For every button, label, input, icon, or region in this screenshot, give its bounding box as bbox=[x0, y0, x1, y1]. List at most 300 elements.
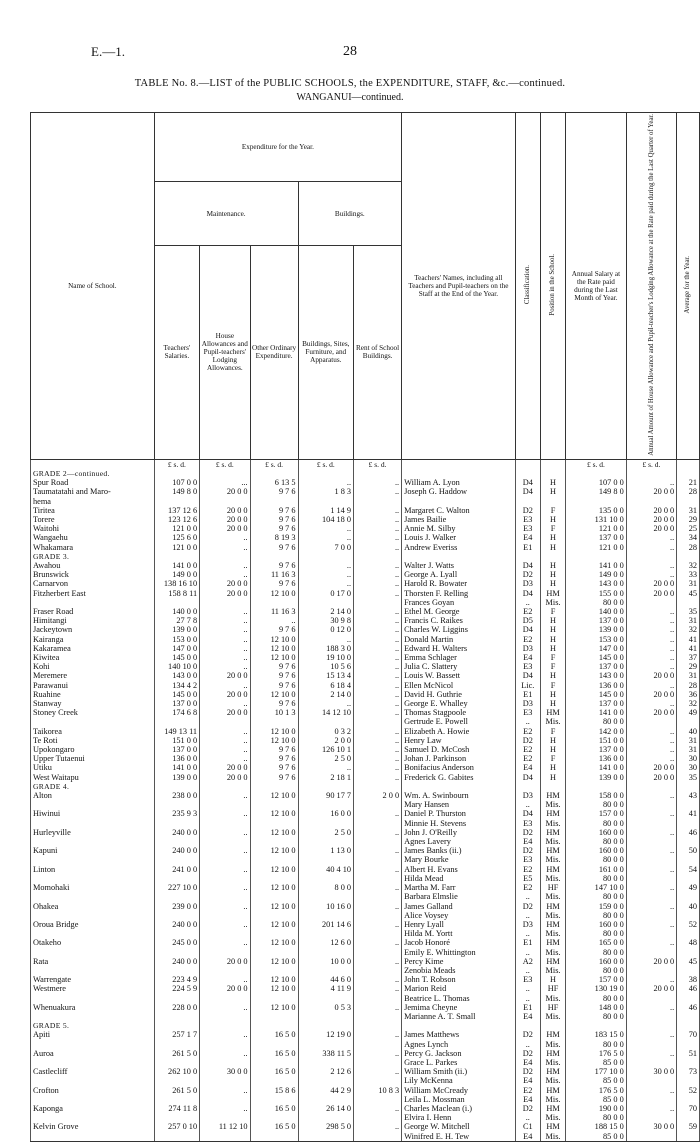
average-attendance: 35 bbox=[677, 773, 700, 782]
school-row bbox=[31, 773, 700, 782]
teacher-name: Minnie H. Stevens bbox=[402, 819, 516, 828]
teacher-continuation-row bbox=[31, 717, 700, 726]
annual-salary: 160 0 0 bbox=[566, 920, 627, 929]
other-expenditure bbox=[250, 874, 298, 883]
house-allowances: .. bbox=[200, 809, 250, 818]
annual-allowance bbox=[626, 1113, 676, 1122]
annual-allowance: 20 0 0 bbox=[626, 763, 676, 772]
school-row bbox=[31, 561, 700, 570]
position: Mis. bbox=[540, 855, 565, 864]
position: HM bbox=[540, 1122, 565, 1131]
position: F bbox=[540, 653, 565, 662]
annual-salary: 137 0 0 bbox=[566, 533, 627, 542]
house-allowances bbox=[200, 1040, 250, 1049]
other-expenditure: 12 10 0 bbox=[250, 828, 298, 837]
other-expenditure: 12 10 0 bbox=[250, 1003, 298, 1012]
annual-salary: 143 0 0 bbox=[566, 579, 627, 588]
teacher-name: Leila L. Mossman bbox=[402, 1095, 516, 1104]
annual-salary: 85 0 0 bbox=[566, 1132, 627, 1142]
teacher-name: John T. Robson bbox=[402, 975, 516, 984]
teacher-name: Francis C. Raikes bbox=[402, 616, 516, 625]
teachers-salaries bbox=[154, 1058, 199, 1067]
house-allowances: 20 0 0 bbox=[200, 690, 250, 699]
buildings-expenditure bbox=[298, 1095, 354, 1104]
annual-salary: 121 0 0 bbox=[566, 543, 627, 552]
annual-salary: 80 0 0 bbox=[566, 994, 627, 1003]
annual-allowance: .. bbox=[626, 920, 676, 929]
average-attendance bbox=[677, 1058, 700, 1067]
rent: .. bbox=[354, 690, 402, 699]
annual-allowance bbox=[626, 819, 676, 828]
school-name: West Waitapu bbox=[31, 773, 155, 782]
classification: E4 bbox=[515, 1076, 540, 1085]
annual-salary: 137 0 0 bbox=[566, 616, 627, 625]
annual-allowance bbox=[626, 598, 676, 607]
rent: .. bbox=[354, 681, 402, 690]
buildings-expenditure: 10 16 0 bbox=[298, 902, 354, 911]
teacher-name: Mary Hansen bbox=[402, 800, 516, 809]
teachers-salaries: 121 0 0 bbox=[154, 524, 199, 533]
annual-salary: 165 0 0 bbox=[566, 938, 627, 947]
teacher-name: Lily McKenna bbox=[402, 1076, 516, 1085]
school-name: Kapuni bbox=[31, 846, 155, 855]
annual-allowance bbox=[626, 1058, 676, 1067]
col-other-expenditure-header: Other Ordinary Expenditure. bbox=[250, 245, 298, 459]
teachers-salaries: 140 0 0 bbox=[154, 607, 199, 616]
grade-heading-row bbox=[31, 469, 700, 478]
buildings-expenditure: 0 3 2 bbox=[298, 727, 354, 736]
buildings-expenditure: 2 14 0 bbox=[298, 607, 354, 616]
annual-salary bbox=[566, 497, 627, 506]
teacher-name: Ellen McNicol bbox=[402, 681, 516, 690]
other-expenditure: 12 10 0 bbox=[250, 984, 298, 993]
annual-allowance bbox=[626, 1076, 676, 1085]
classification: .. bbox=[515, 800, 540, 809]
col-annual-salary-header: Annual Salary at the Rate paid during the Last Month of Year. bbox=[566, 113, 627, 460]
teachers-salaries: 274 11 8 bbox=[154, 1104, 199, 1113]
school-row bbox=[31, 846, 700, 855]
teachers-salaries bbox=[154, 497, 199, 506]
teacher-name: Beatrice L. Thomas bbox=[402, 994, 516, 1003]
teachers-salaries bbox=[154, 717, 199, 726]
teachers-salaries: 141 0 0 bbox=[154, 561, 199, 570]
empty-cell bbox=[200, 1021, 250, 1030]
school-row bbox=[31, 975, 700, 984]
other-expenditure bbox=[250, 598, 298, 607]
classification: E2 bbox=[515, 727, 540, 736]
empty-cell bbox=[677, 552, 700, 561]
other-expenditure: 9 7 6 bbox=[250, 543, 298, 552]
rent: .. bbox=[354, 984, 402, 993]
buildings-expenditure bbox=[298, 929, 354, 938]
rent: .. bbox=[354, 487, 402, 496]
position: HM bbox=[540, 957, 565, 966]
annual-allowance: 20 0 0 bbox=[626, 690, 676, 699]
house-allowances: .. bbox=[200, 745, 250, 754]
buildings-expenditure: .. bbox=[298, 699, 354, 708]
rent bbox=[354, 1058, 402, 1067]
other-expenditure: 12 10 0 bbox=[250, 920, 298, 929]
buildings-expenditure bbox=[298, 598, 354, 607]
rent: .. bbox=[354, 745, 402, 754]
classification: E3 bbox=[515, 515, 540, 524]
classification: E4 bbox=[515, 653, 540, 662]
house-allowances: ... bbox=[200, 478, 250, 487]
other-expenditure: 9 7 6 bbox=[250, 754, 298, 763]
house-allowances: 20 0 0 bbox=[200, 763, 250, 772]
average-attendance: 46 bbox=[677, 1003, 700, 1012]
average-attendance: 49 bbox=[677, 708, 700, 717]
buildings-expenditure: 2 0 0 bbox=[298, 736, 354, 745]
buildings-expenditure bbox=[298, 948, 354, 957]
school-row bbox=[31, 570, 700, 579]
grade-heading: GRADE 3. bbox=[31, 552, 155, 561]
annual-allowance bbox=[626, 1095, 676, 1104]
teacher-name: Donald Martin bbox=[402, 635, 516, 644]
classification: E4 bbox=[515, 763, 540, 772]
school-name bbox=[31, 966, 155, 975]
position: HM bbox=[540, 920, 565, 929]
teacher-name: Agnes Lavery bbox=[402, 837, 516, 846]
buildings-expenditure: 16 0 0 bbox=[298, 809, 354, 818]
annual-allowance: 20 0 0 bbox=[626, 773, 676, 782]
classification: .. bbox=[515, 1040, 540, 1049]
annual-allowance: 30 0 0 bbox=[626, 1067, 676, 1076]
house-allowances: .. bbox=[200, 607, 250, 616]
buildings-expenditure bbox=[298, 994, 354, 1003]
teachers-salaries: 138 16 10 bbox=[154, 579, 199, 588]
other-expenditure: 8 19 3 bbox=[250, 533, 298, 542]
position: Mis. bbox=[540, 966, 565, 975]
teacher-continuation-row bbox=[31, 1040, 700, 1049]
school-row bbox=[31, 681, 700, 690]
teachers-salaries: 149 8 0 bbox=[154, 487, 199, 496]
teacher-name: Charles W. Liggins bbox=[402, 625, 516, 634]
annual-salary: 153 0 0 bbox=[566, 635, 627, 644]
school-row bbox=[31, 607, 700, 616]
school-row bbox=[31, 763, 700, 772]
annual-allowance: .. bbox=[626, 699, 676, 708]
house-allowances bbox=[200, 819, 250, 828]
classification: D2 bbox=[515, 1049, 540, 1058]
classification: E2 bbox=[515, 1086, 540, 1095]
annual-salary: 160 0 0 bbox=[566, 828, 627, 837]
average-attendance: 30 bbox=[677, 763, 700, 772]
school-row bbox=[31, 865, 700, 874]
teachers-salaries: 238 0 0 bbox=[154, 791, 199, 800]
position: Mis. bbox=[540, 994, 565, 1003]
school-name: Tiritea bbox=[31, 506, 155, 515]
teacher-name: Bonifacius Anderson bbox=[402, 763, 516, 772]
house-allowances bbox=[200, 966, 250, 975]
house-allowances: .. bbox=[200, 570, 250, 579]
average-attendance: 30 bbox=[677, 754, 700, 763]
page-ref: E.—1. bbox=[91, 44, 125, 59]
school-row bbox=[31, 635, 700, 644]
buildings-expenditure: 40 4 10 bbox=[298, 865, 354, 874]
expenditure-header: Expenditure for the Year. bbox=[154, 113, 401, 182]
other-expenditure: 11 16 3 bbox=[250, 570, 298, 579]
teachers-salaries: 137 0 0 bbox=[154, 745, 199, 754]
position: HM bbox=[540, 708, 565, 717]
position: HM bbox=[540, 589, 565, 598]
position: HM bbox=[540, 1049, 565, 1058]
buildings-expenditure: 15 13 4 bbox=[298, 671, 354, 680]
teacher-name: James Galland bbox=[402, 902, 516, 911]
rent: .. bbox=[354, 957, 402, 966]
page-number: 28 bbox=[343, 44, 357, 59]
teacher-name: Louis J. Walker bbox=[402, 533, 516, 542]
teachers-salaries: 174 6 8 bbox=[154, 708, 199, 717]
house-allowances bbox=[200, 717, 250, 726]
classification: E4 bbox=[515, 837, 540, 846]
teachers-salaries: 257 0 10 bbox=[154, 1122, 199, 1131]
position: HM bbox=[540, 791, 565, 800]
average-attendance: 49 bbox=[677, 883, 700, 892]
buildings-expenditure: .. bbox=[298, 579, 354, 588]
position: Mis. bbox=[540, 1040, 565, 1049]
annual-allowance bbox=[626, 892, 676, 901]
annual-salary: 80 0 0 bbox=[566, 598, 627, 607]
other-expenditure: 9 7 6 bbox=[250, 625, 298, 634]
annual-allowance: .. bbox=[626, 570, 676, 579]
school-name: Kiwitea bbox=[31, 653, 155, 662]
units-label: £ s. d. bbox=[566, 459, 627, 469]
buildings-expenditure bbox=[298, 837, 354, 846]
annual-allowance: .. bbox=[626, 635, 676, 644]
position: Mis. bbox=[540, 1058, 565, 1067]
teachers-salaries: 261 5 0 bbox=[154, 1049, 199, 1058]
position: F bbox=[540, 754, 565, 763]
annual-salary: 130 19 0 bbox=[566, 984, 627, 993]
school-name bbox=[31, 1058, 155, 1067]
teacher-name: Henry Lyall bbox=[402, 920, 516, 929]
house-allowances bbox=[200, 800, 250, 809]
school-row bbox=[31, 699, 700, 708]
annual-salary: 139 0 0 bbox=[566, 625, 627, 634]
other-expenditure: 9 7 6 bbox=[250, 681, 298, 690]
house-allowances: 11 12 10 bbox=[200, 1122, 250, 1131]
annual-salary: 141 0 0 bbox=[566, 561, 627, 570]
average-attendance bbox=[677, 1076, 700, 1085]
house-allowances: .. bbox=[200, 727, 250, 736]
buildings-expenditure bbox=[298, 874, 354, 883]
buildings-expenditure bbox=[298, 1012, 354, 1021]
classification: E1 bbox=[515, 938, 540, 947]
buildings-expenditure: .. bbox=[298, 478, 354, 487]
school-name: Parawanui bbox=[31, 681, 155, 690]
teachers-salaries: 240 0 0 bbox=[154, 920, 199, 929]
average-attendance bbox=[677, 717, 700, 726]
teachers-salaries: 262 10 0 bbox=[154, 1067, 199, 1076]
other-expenditure: 9 7 6 bbox=[250, 524, 298, 533]
teacher-name: Emily E. Whittington bbox=[402, 948, 516, 957]
buildings-expenditure: .. bbox=[298, 524, 354, 533]
empty-cell bbox=[298, 1021, 354, 1030]
rent: .. bbox=[354, 708, 402, 717]
annual-salary: 177 10 0 bbox=[566, 1067, 627, 1076]
average-attendance: 54 bbox=[677, 865, 700, 874]
school-row bbox=[31, 579, 700, 588]
average-attendance: 28 bbox=[677, 681, 700, 690]
buildings-expenditure: 1 14 9 bbox=[298, 506, 354, 515]
annual-salary: 137 0 0 bbox=[566, 699, 627, 708]
teacher-name: Frederick G. Gabites bbox=[402, 773, 516, 782]
school-name: Momohaki bbox=[31, 883, 155, 892]
other-expenditure: 12 10 0 bbox=[250, 791, 298, 800]
classification: D5 bbox=[515, 616, 540, 625]
house-allowances bbox=[200, 994, 250, 1003]
teacher-name: Percy Kime bbox=[402, 957, 516, 966]
school-row bbox=[31, 662, 700, 671]
school-name bbox=[31, 1095, 155, 1104]
teachers-salaries: 145 0 0 bbox=[154, 690, 199, 699]
teachers-salaries: 149 13 11 bbox=[154, 727, 199, 736]
teacher-continuation-row bbox=[31, 855, 700, 864]
table-subtitle: WANGANUI—continued. bbox=[296, 92, 404, 103]
school-row bbox=[31, 984, 700, 993]
teachers-salaries: 261 5 0 bbox=[154, 1086, 199, 1095]
empty-cell bbox=[515, 782, 540, 791]
other-expenditure: 9 7 6 bbox=[250, 773, 298, 782]
annual-salary: 145 0 0 bbox=[566, 690, 627, 699]
average-attendance: 31 bbox=[677, 671, 700, 680]
other-expenditure: 16 5 0 bbox=[250, 1030, 298, 1039]
other-expenditure: 9 7 6 bbox=[250, 745, 298, 754]
schools-table bbox=[30, 112, 700, 1142]
annual-allowance: 20 0 0 bbox=[626, 957, 676, 966]
annual-allowance bbox=[626, 1012, 676, 1021]
position: Mis. bbox=[540, 1095, 565, 1104]
average-attendance: 38 bbox=[677, 975, 700, 984]
teacher-continuation-row bbox=[31, 948, 700, 957]
rent bbox=[354, 948, 402, 957]
annual-allowance: .. bbox=[626, 616, 676, 625]
teacher-name: Hilda Mead bbox=[402, 874, 516, 883]
annual-salary: 145 0 0 bbox=[566, 653, 627, 662]
annual-allowance: 20 0 0 bbox=[626, 515, 676, 524]
annual-salary: 148 0 0 bbox=[566, 1003, 627, 1012]
other-expenditure: 12 10 0 bbox=[250, 653, 298, 662]
average-attendance bbox=[677, 1095, 700, 1104]
empty-cell bbox=[515, 1021, 540, 1030]
classification: E3 bbox=[515, 819, 540, 828]
classification: E2 bbox=[515, 745, 540, 754]
classification: E1 bbox=[515, 1003, 540, 1012]
classification: E4 bbox=[515, 533, 540, 542]
other-expenditure: 11 16 3 bbox=[250, 607, 298, 616]
school-name bbox=[31, 1012, 155, 1021]
house-allowances: .. bbox=[200, 644, 250, 653]
annual-allowance: .. bbox=[626, 653, 676, 662]
teachers-salaries: 240 0 0 bbox=[154, 828, 199, 837]
annual-salary: 140 0 0 bbox=[566, 607, 627, 616]
house-allowances bbox=[200, 1113, 250, 1122]
classification: A2 bbox=[515, 957, 540, 966]
teachers-salaries: 139 0 0 bbox=[154, 625, 199, 634]
buildings-expenditure bbox=[298, 497, 354, 506]
classification bbox=[515, 497, 540, 506]
rent: .. bbox=[354, 515, 402, 524]
col-annual-allowances-header: Annual Amount of House Allowance and Pupil-teacher's Lodging Allowance at the Rate paid during the Last Quarter of Year. bbox=[626, 113, 676, 460]
school-row bbox=[31, 487, 700, 496]
other-expenditure bbox=[250, 948, 298, 957]
school-name bbox=[31, 929, 155, 938]
average-attendance bbox=[677, 874, 700, 883]
classification: E3 bbox=[515, 708, 540, 717]
teacher-name: Henry Law bbox=[402, 736, 516, 745]
units-label: £ s. d. bbox=[626, 459, 676, 469]
teachers-salaries: 240 0 0 bbox=[154, 957, 199, 966]
school-name: Stoney Creek bbox=[31, 708, 155, 717]
buildings-expenditure: 338 11 5 bbox=[298, 1049, 354, 1058]
position: H bbox=[540, 763, 565, 772]
classification: E4 bbox=[515, 1058, 540, 1067]
buildings-expenditure bbox=[298, 800, 354, 809]
position: F bbox=[540, 727, 565, 736]
annual-salary: 188 15 0 bbox=[566, 1122, 627, 1131]
classification: E3 bbox=[515, 662, 540, 671]
other-expenditure: 9 7 6 bbox=[250, 699, 298, 708]
buildings-expenditure: .. bbox=[298, 570, 354, 579]
annual-allowance: .. bbox=[626, 745, 676, 754]
average-attendance bbox=[677, 994, 700, 1003]
school-name: Awahou bbox=[31, 561, 155, 570]
average-attendance: 41 bbox=[677, 809, 700, 818]
buildings-expenditure bbox=[298, 966, 354, 975]
annual-allowance: 20 0 0 bbox=[626, 708, 676, 717]
teachers-salaries bbox=[154, 1113, 199, 1122]
position: F bbox=[540, 607, 565, 616]
empty-cell bbox=[250, 552, 298, 561]
average-attendance: 43 bbox=[677, 791, 700, 800]
average-attendance: 31 bbox=[677, 506, 700, 515]
empty-cell bbox=[566, 1021, 627, 1030]
annual-salary: 80 0 0 bbox=[566, 892, 627, 901]
teacher-continuation-row bbox=[31, 994, 700, 1003]
empty-cell bbox=[298, 782, 354, 791]
other-expenditure bbox=[250, 1095, 298, 1104]
annual-allowance: .. bbox=[626, 902, 676, 911]
house-allowances: 20 0 0 bbox=[200, 671, 250, 680]
school-row bbox=[31, 809, 700, 818]
classification: .. bbox=[515, 717, 540, 726]
school-row bbox=[31, 506, 700, 515]
classification: E2 bbox=[515, 883, 540, 892]
school-name: Fitzherbert East bbox=[31, 589, 155, 598]
buildings-expenditure: 126 10 1 bbox=[298, 745, 354, 754]
col-position-header: Position in the School. bbox=[540, 113, 565, 460]
average-attendance: 28 bbox=[677, 487, 700, 496]
buildings-expenditure: 298 5 0 bbox=[298, 1122, 354, 1131]
teachers-salaries: 257 1 7 bbox=[154, 1030, 199, 1039]
annual-salary: 135 0 0 bbox=[566, 506, 627, 515]
other-expenditure: 16 5 0 bbox=[250, 1104, 298, 1113]
empty-cell bbox=[200, 782, 250, 791]
annual-salary: 85 0 0 bbox=[566, 1076, 627, 1085]
teacher-name: Jacob Honoré bbox=[402, 938, 516, 947]
school-name: Linton bbox=[31, 865, 155, 874]
annual-allowance: .. bbox=[626, 754, 676, 763]
col-classification-header: Classification. bbox=[515, 113, 540, 460]
school-row bbox=[31, 671, 700, 680]
empty-cell bbox=[677, 469, 700, 478]
school-row bbox=[31, 754, 700, 763]
average-attendance bbox=[677, 837, 700, 846]
annual-allowance: .. bbox=[626, 975, 676, 984]
school-name: Hurleyville bbox=[31, 828, 155, 837]
house-allowances: .. bbox=[200, 846, 250, 855]
